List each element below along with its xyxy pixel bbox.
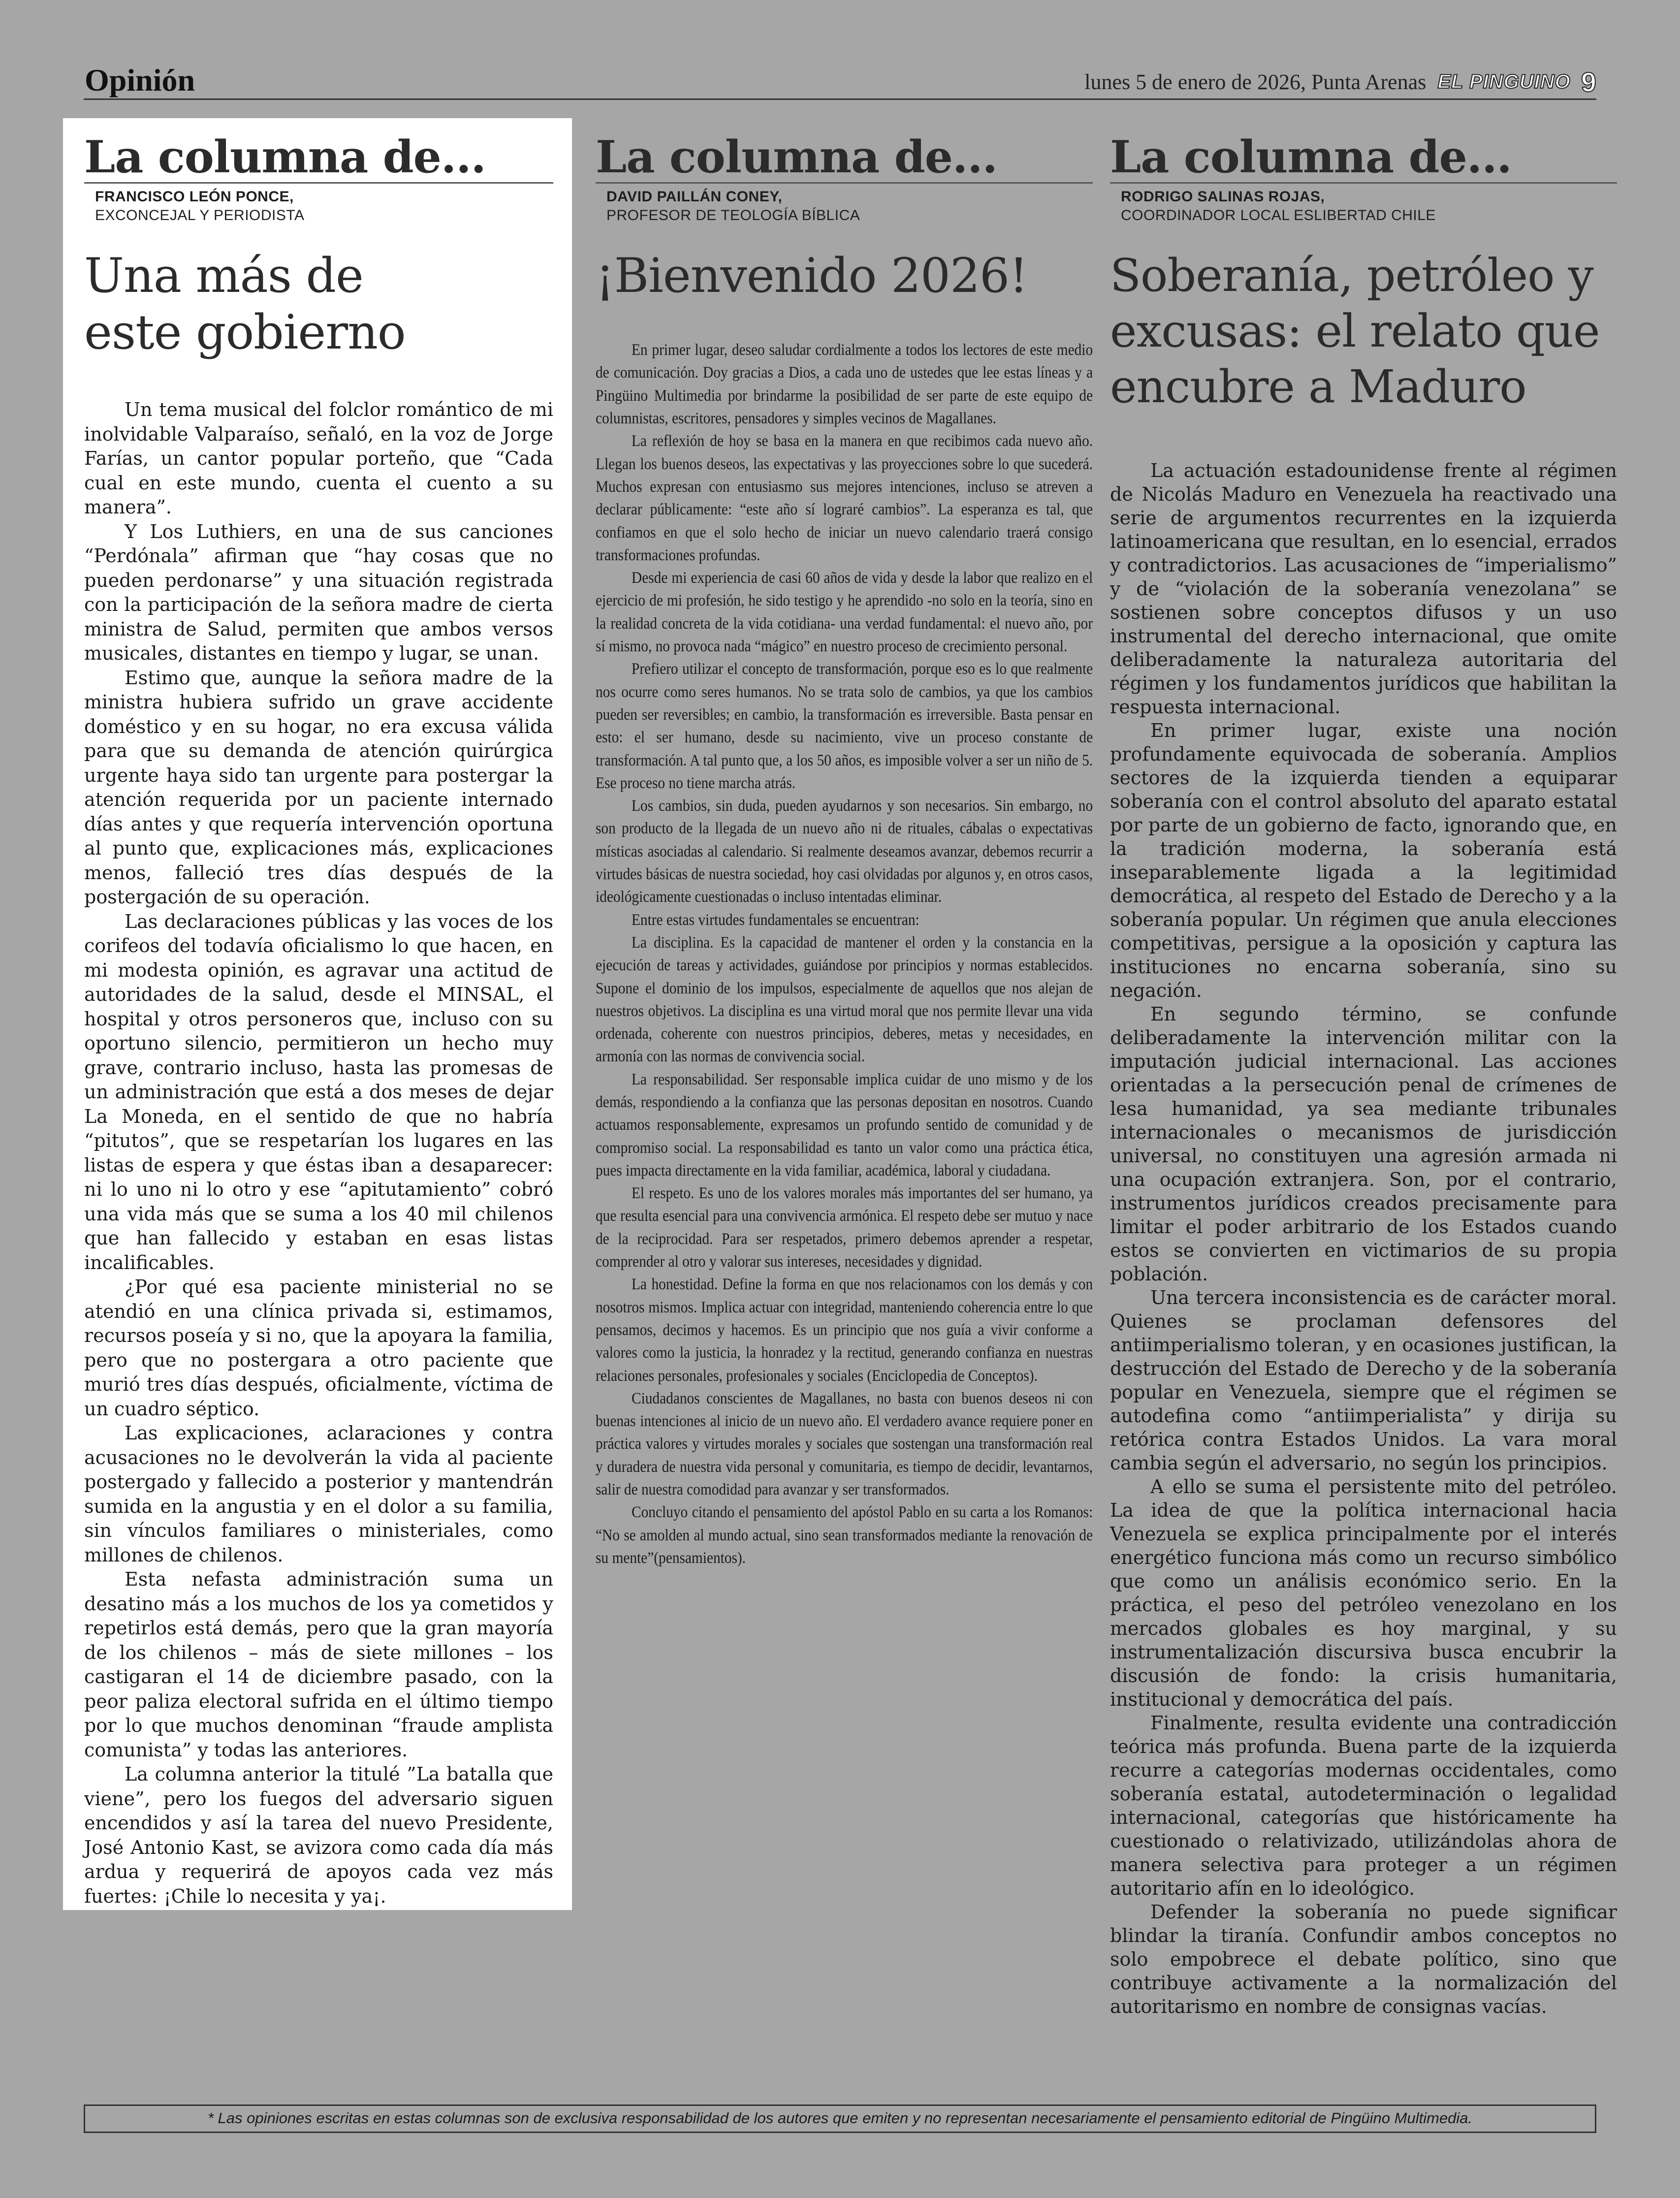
paragraph: Defender la soberanía no puede significar blindar la tiranía. Confundir ambos conceptos no solo empobrece el debate político, sino que contribuye activamente a la normalización del autoritarismo en nombre de consignas vacías. [1110, 1901, 1617, 2018]
author-name: RODRIGO SALINAS ROJAS, [1121, 189, 1325, 205]
paragraph: Entre estas virtudes fundamentales se encuentran: [631, 911, 919, 929]
paragraph: Los cambios, sin duda, pueden ayudarnos y son necesarios. Sin embargo, no son producto de la llegada de un nuevo año ni de rituales, cábalas o expectativas místicas asociadas al calendario. Si realmente deseamos avanzar, debemos recurrir a virtudes básicas de nuestra sociedad, hoy casi olvidadas por algunos y, en otros casos, ideológicamente cuestionadas o incluso intentadas eliminar. [596, 797, 1093, 906]
paragraph: A ello se suma el persistente mito del petróleo. La idea de que la política internacional hacia Venezuela se explica principalmente por el interés energético funciona más como un recurso simbólico que como un análisis económico serio. En la práctica, el peso del petróleo venezolano en los mercados globales es hoy marginal, y su instrumentalización discursiva busca encubrir la discusión de fondo: la crisis humanitaria, institucional y democrática del país. [1110, 1476, 1617, 1711]
paragraph: Las explicaciones, aclaraciones y contra acusaciones no le devolverán la vida al paciente postergado y fallecido a posterior y mantendrán sumida en la angustia y en el dolor a su familia, sin vínculos familiares o ministeriales, como millones de chilenos. [84, 1422, 553, 1566]
paragraph: La reflexión de hoy se basa en la manera en que recibimos cada nuevo año. Llegan los buenos deseos, las expectativas y las proyecciones sobre lo que sucederá. Muchos expresan con entusiasmo sus mejores intenciones, incluso se atreven a declarar públicamente: “este año sí lograré cambios”. La esperanza es tal, que confiamos en que el solo hecho de iniciar un nuevo calendario traerá consigo transformaciones profundas. [596, 432, 1093, 564]
paragraph: Desde mi experiencia de casi 60 años de vida y desde la labor que realizo en el ejercicio de mi profesión, he sido testigo y he aprendido -no solo en la teoría, sino en la realidad concreta de la vida cotidiana- una verdad fundamental: el nuevo año, por sí mismo, no provoca nada “mágico” en nuestro proceso de crecimiento personal. [596, 569, 1093, 656]
paragraph: En segundo término, se confunde deliberadamente la intervención militar con la imputación judicial internacional. Las acciones orientadas a la persecución penal de crímenes de lesa humanidad, ya sea mediante tribunales internacionales o mecanismos de jurisdicción universal, no constituyen una agresión armada ni una ocupación extranjera. Son, por el contrario, instrumentos jurídicos creados precisamente para limitar el poder arbitrario de los Estados cuando estos se convierten en victimarios de su propia población. [1110, 1003, 1617, 1285]
column-kicker: La columna de... [84, 135, 553, 184]
article-headline: Soberanía, petróleo y excusas: el relato que encubre a Maduro [1110, 249, 1600, 414]
disclaimer-footer: * Las opiniones escritas en estas columnas son de exclusiva responsabilidad de los autores que emiten y no representan necesariamente el pensamiento editorial de Pingüino Multimedia. [84, 2104, 1596, 2133]
article-headline: ¡Bienvenido 2026! [596, 248, 1028, 303]
paragraph: Finalmente, resulta evidente una contradicción teórica más profunda. Buena parte de la izquierda recurre a categorías modernas occidentales, como soberanía estatal, autodeterminación o legalidad internacional, categorías que históricamente ha cuestionado o relativizado, utilizándolas ahora de manera selectiva para proteger a un régimen autoritario afín en lo ideológico. [1110, 1712, 1617, 1900]
paragraph: Esta nefasta administración suma un desatino más a los muchos de los ya cometidos y repetirlos está demás, pero que la gran mayoría de los chilenos – más de siete millones – los castigaran el 14 de diciembre pasado, con la peor paliza electoral sufrida en el último tiempo por lo que muchos denominan “fraude amplista comunista” y todas las anteriores. [84, 1568, 553, 1761]
paragraph: En primer lugar, deseo saludar cordialmente a todos los lectores de este medio de comunicación. Doy gracias a Dios, a cada uno de ustedes que lee estas líneas y a Pingüino Multimedia por brindarme la posibilidad de ser parte de este equipo de columnistas, escritores, pensadores y simples vecinos de Magallanes. [596, 341, 1093, 428]
header-info [1084, 66, 1596, 98]
paragraph: La honestidad. Define la forma en que nos relacionamos con los demás y con nosotros mismos. Implica actuar con integridad, manteniendo coherencia entre lo que pensamos, decimos y hacemos. Es un principio que nos guía a vivir conforme a valores como la justicia, la honradez y la rectitud, generando confianza en nuestras relaciones personales, profesionales y sociales (Enciclopedia de Conceptos). [596, 1275, 1093, 1385]
author-name: DAVID PAILLÁN CONEY, [606, 189, 783, 205]
page-number: 9 [1581, 66, 1596, 97]
column-kicker: La columna de... [596, 135, 1093, 184]
paragraph: Concluyo citando el pensamiento del apóstol Pablo en su carta a los Romanos: “No se amolden al mundo actual, sino sean transformados mediante la renovación de su mente”(pensamientos). [596, 1503, 1093, 1567]
paragraph: Ciudadanos conscientes de Magallanes, no basta con buenos deseos ni con buenas intenciones al inicio de un nuevo año. El verdadero avance requiere poner en práctica valores y virtudes morales y sociales que sostengan una transformación real y duradera de nuestra vida personal y comunitaria, es tiempo de decidir, levantarnos, salir de nuestra comodidad para avanzar y ser transformados. [596, 1389, 1093, 1499]
paragraph: Estimo que, aunque la señora madre de la ministra hubiera sufrido un grave accidente doméstico y en su hogar, no era excusa válida para que su demanda de atención quirúrgica urgente haya sido tan urgente para postergar la atención requerida por un paciente internado días antes y que requería intervención oportuna al punto que, explicaciones más, explicaciones menos, falleció tres días después de la postergación de su operación. [84, 667, 553, 908]
paragraph: La disciplina. Es la capacidad de mantener el orden y la constancia en la ejecución de tareas y actividades, guiándose por principios y normas establecidos. Supone el dominio de los impulsos, especialmente de aquellos que nos alejan de nuestros objetivos. La disciplina es una virtud moral que nos permite llevar una vida ordenada, coherente con nuestros principios, deberes, metas y necesidades, en armonía con las normas de convivencia social. [596, 933, 1093, 1066]
column-kicker: La columna de... [1110, 135, 1617, 184]
author-role: COORDINADOR LOCAL ESLIBERTAD CHILE [1121, 207, 1436, 223]
newspaper-logo: EL PINGUINO [1437, 71, 1571, 93]
paragraph: La columna anterior la titulé ”La batalla que viene”, pero los fuegos del adversario siguen encendidos y así la tarea del nuevo Presidente, José Antonio Kast, se avizora como cada día más ardua y requerirá de apoyos cada vez más fuertes: ¡Chile lo necesita y ya¡. [84, 1763, 553, 1907]
author-role: EXCONCEJAL Y PERIODISTA [95, 207, 305, 223]
date-place: lunes 5 de enero de 2026, Punta Arenas [1084, 70, 1426, 94]
article-body [596, 339, 1093, 1569]
article-body [84, 398, 553, 1909]
page-header [84, 59, 1596, 100]
paragraph: El respeto. Es uno de los valores morales más importantes del ser humano, ya que resulta esencial para una convivencia armónica. El respeto debe ser mutuo y nace de la reciprocidad. Para ser respetados, primero debemos aprender a respetar, comprender al otro y valorar sus intereses, necesidades y dignidad. [596, 1184, 1093, 1271]
article-body [1110, 459, 1617, 2018]
paragraph: La actuación estadounidense frente al régimen de Nicolás Maduro en Venezuela ha reactivado una serie de argumentos recurrentes en la izquierda latinoamericana que resultan, en lo esencial, errados y contradictorios. Las acusaciones de “imperialismo” y de “violación de la soberanía venezolana” se sostienen sobre conceptos difusos y un uso instrumental del derecho internacional, que omite deliberadamente la naturaleza autoritaria del régimen y los fundamentos jurídicos que habilitan la respuesta internacional. [1110, 460, 1617, 718]
article-headline: Una más de este gobierno [84, 248, 406, 360]
paragraph: Las declaraciones públicas y las voces de los corifeos del todavía oficialismo lo que hacen, en mi modesta opinión, es agravar una actitud de autoridades de la salud, desde el MINSAL, el hospital y otros personeros que, incluso con su oportuno silencio, permitieron un hecho muy grave, contrario incluso, hasta las promesas de un administración que está a dos meses de dejar La Moneda, en el sentido de que no habría “pitutos”, que se respetarían los lugares en las listas de espera y que éstas iban a desaparecer: ni lo uno ni lo otro y ese “apitutamiento” cobró una vida más que se suma a los 40 mil chilenos que han fallecido y estaban en esas listas incalificables. [84, 910, 553, 1274]
author-role: PROFESOR DE TEOLOGÍA BÍBLICA [606, 207, 860, 223]
column-leon [63, 118, 572, 1910]
section-title: Opinión [85, 63, 195, 97]
paragraph: Prefiero utilizar el concepto de transformación, porque eso es lo que realmente nos ocurre como seres humanos. No se trata solo de cambios, ya que los cambios pueden ser reversibles; en cambio, la transformación es irreversible. Basta pensar en esto: el ser humano, desde su nacimiento, vive un proceso constante de transformación. A tal punto que, a los 50 años, es imposible volver a ser un niño de 5. Ese proceso no tiene marcha atrás. [596, 660, 1093, 792]
paragraph: Un tema musical del folclor romántico de mi inolvidable Valparaíso, señaló, en la voz de Jorge Farías, un cantor popular porteño, que “Cada cual en este mundo, cuenta el cuento a su manera”. [84, 399, 553, 518]
paragraph: ¿Por qué esa paciente ministerial no se atendió en una clínica privada si, estimamos, recursos poseía y si no, que la apoyara la familia, pero que no postergara a otro paciente que murió tres días después, oficialmente, víctima de un cuadro séptico. [84, 1276, 553, 1420]
paragraph: Una tercera inconsistencia es de carácter moral. Quienes se proclaman defensores del antiimperialismo toleran, y en ocasiones justifican, la destrucción del Estado de Derecho y de la soberanía popular en Venezuela, siempre que el régimen se autodefina como “antiimperialista” y dirija su retórica contra Estados Unidos. La vara moral cambia según el adversario, no según los principios. [1110, 1287, 1617, 1474]
paragraph: Y Los Luthiers, en una de sus canciones “Perdónala” afirman que “hay cosas que no pueden perdonarse” y una situación registrada con la participación de la señora madre de cierta ministra de Salud, permiten que ambos versos musicales, distantes en tiempo y lugar, se unan. [84, 520, 553, 665]
author-name: FRANCISCO LEÓN PONCE, [95, 189, 294, 205]
paragraph: La responsabilidad. Ser responsable implica cuidar de uno mismo y de los demás, respondiendo a la confianza que las personas depositan en nosotros. Cuando actuamos responsablemente, expresamos un profundo sentido de comunidad y de compromiso social. La responsabilidad es tanto un valor como una práctica ética, pues impacta directamente en la vida familiar, académica, laboral y ciudadana. [596, 1070, 1093, 1179]
paragraph: En primer lugar, existe una noción profundamente equivocada de soberanía. Amplios sectores de la izquierda tienden a equiparar soberanía con el control absoluto del aparato estatal por parte de un gobierno de facto, ignorando que, en la tradición moderna, la soberanía está inseparablemente ligada a la legitimidad democrática, al respeto del Estado de Derecho y a la soberanía popular. Un régimen que anula elecciones competitivas, persigue a la oposición y captura las instituciones no encarna soberanía, sino su negación. [1110, 720, 1617, 1002]
